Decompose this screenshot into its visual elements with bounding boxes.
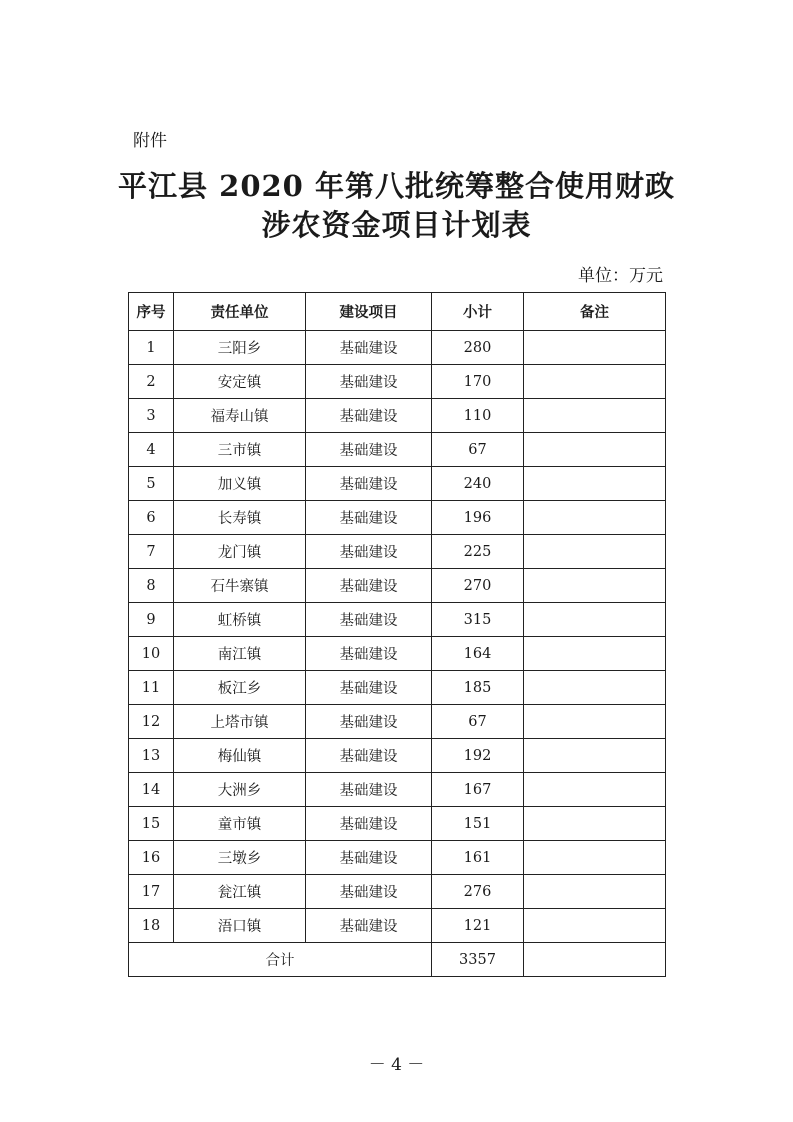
cell-responsible-unit: 梅仙镇 <box>174 739 306 773</box>
table-row <box>129 433 666 467</box>
table-row <box>129 875 666 909</box>
cell-responsible-unit: 虹桥镇 <box>174 603 306 637</box>
cell-subtotal: 192 <box>432 739 524 773</box>
cell-project: 基础建设 <box>306 909 432 943</box>
cell-index: 11 <box>129 671 174 705</box>
table-row <box>129 501 666 535</box>
cell-project: 基础建设 <box>306 501 432 535</box>
header-responsible-unit: 责任单位 <box>174 293 306 331</box>
cell-remarks <box>524 501 666 535</box>
cell-remarks <box>524 535 666 569</box>
table-row <box>129 773 666 807</box>
cell-index: 12 <box>129 705 174 739</box>
cell-remarks <box>524 671 666 705</box>
table-row <box>129 909 666 943</box>
table-row <box>129 467 666 501</box>
cell-index: 14 <box>129 773 174 807</box>
cell-subtotal: 315 <box>432 603 524 637</box>
cell-responsible-unit: 浯口镇 <box>174 909 306 943</box>
table-row <box>129 705 666 739</box>
table-row <box>129 603 666 637</box>
cell-remarks <box>524 399 666 433</box>
unit-label: 单位：万元 <box>578 266 663 286</box>
cell-remarks <box>524 739 666 773</box>
cell-project: 基础建设 <box>306 365 432 399</box>
cell-remarks <box>524 365 666 399</box>
cell-project: 基础建设 <box>306 433 432 467</box>
cell-responsible-unit: 长寿镇 <box>174 501 306 535</box>
cell-responsible-unit: 三墩乡 <box>174 841 306 875</box>
cell-subtotal: 110 <box>432 399 524 433</box>
attachment-label: 附件 <box>133 131 167 151</box>
cell-subtotal: 67 <box>432 433 524 467</box>
cell-responsible-unit: 瓮江镇 <box>174 875 306 909</box>
table-row <box>129 841 666 875</box>
cell-subtotal: 161 <box>432 841 524 875</box>
cell-project: 基础建设 <box>306 875 432 909</box>
table-body <box>129 331 666 943</box>
cell-project: 基础建设 <box>306 739 432 773</box>
cell-remarks <box>524 875 666 909</box>
total-remarks <box>524 943 666 977</box>
cell-project: 基础建设 <box>306 671 432 705</box>
cell-project: 基础建设 <box>306 535 432 569</box>
table-row <box>129 535 666 569</box>
cell-index: 17 <box>129 875 174 909</box>
cell-index: 16 <box>129 841 174 875</box>
cell-project: 基础建设 <box>306 331 432 365</box>
cell-subtotal: 170 <box>432 365 524 399</box>
cell-responsible-unit: 福寿山镇 <box>174 399 306 433</box>
header-remarks: 备注 <box>524 293 666 331</box>
cell-remarks <box>524 331 666 365</box>
table-row <box>129 569 666 603</box>
cell-subtotal: 280 <box>432 331 524 365</box>
cell-responsible-unit: 安定镇 <box>174 365 306 399</box>
table-row <box>129 739 666 773</box>
cell-subtotal: 240 <box>432 467 524 501</box>
table-row <box>129 365 666 399</box>
cell-remarks <box>524 603 666 637</box>
cell-project: 基础建设 <box>306 773 432 807</box>
cell-responsible-unit: 南江镇 <box>174 637 306 671</box>
cell-subtotal: 196 <box>432 501 524 535</box>
cell-remarks <box>524 705 666 739</box>
cell-responsible-unit: 石牛寨镇 <box>174 569 306 603</box>
cell-responsible-unit: 加义镇 <box>174 467 306 501</box>
fund-plan-table <box>128 292 666 977</box>
cell-remarks <box>524 773 666 807</box>
cell-index: 15 <box>129 807 174 841</box>
cell-subtotal: 185 <box>432 671 524 705</box>
cell-remarks <box>524 569 666 603</box>
cell-responsible-unit: 童市镇 <box>174 807 306 841</box>
cell-index: 3 <box>129 399 174 433</box>
total-row <box>129 943 666 977</box>
cell-remarks <box>524 841 666 875</box>
cell-index: 9 <box>129 603 174 637</box>
cell-subtotal: 276 <box>432 875 524 909</box>
cell-index: 1 <box>129 331 174 365</box>
cell-remarks <box>524 909 666 943</box>
total-value: 3357 <box>432 943 524 977</box>
document-title-line-2: 涉农资金项目计划表 <box>261 208 532 242</box>
cell-project: 基础建设 <box>306 603 432 637</box>
document-title-line-1: 平江县 2020 年第八批统筹整合使用财政 <box>118 169 675 203</box>
cell-index: 5 <box>129 467 174 501</box>
table-row <box>129 671 666 705</box>
cell-index: 4 <box>129 433 174 467</box>
cell-project: 基础建设 <box>306 841 432 875</box>
cell-remarks <box>524 467 666 501</box>
cell-responsible-unit: 三市镇 <box>174 433 306 467</box>
cell-index: 13 <box>129 739 174 773</box>
cell-responsible-unit: 龙门镇 <box>174 535 306 569</box>
cell-index: 18 <box>129 909 174 943</box>
total-label: 合计 <box>129 943 432 977</box>
cell-index: 8 <box>129 569 174 603</box>
cell-subtotal: 67 <box>432 705 524 739</box>
cell-index: 2 <box>129 365 174 399</box>
header-subtotal: 小计 <box>432 293 524 331</box>
cell-subtotal: 121 <box>432 909 524 943</box>
cell-subtotal: 151 <box>432 807 524 841</box>
cell-index: 7 <box>129 535 174 569</box>
table-row <box>129 807 666 841</box>
cell-project: 基础建设 <box>306 807 432 841</box>
table-header-row <box>129 293 666 331</box>
cell-subtotal: 164 <box>432 637 524 671</box>
cell-responsible-unit: 上塔市镇 <box>174 705 306 739</box>
cell-remarks <box>524 637 666 671</box>
cell-responsible-unit: 板江乡 <box>174 671 306 705</box>
cell-subtotal: 167 <box>432 773 524 807</box>
header-project: 建设项目 <box>306 293 432 331</box>
cell-index: 6 <box>129 501 174 535</box>
cell-remarks <box>524 433 666 467</box>
page-number: － 4 － <box>368 1055 425 1075</box>
cell-responsible-unit: 三阳乡 <box>174 331 306 365</box>
cell-subtotal: 270 <box>432 569 524 603</box>
cell-project: 基础建设 <box>306 637 432 671</box>
header-index: 序号 <box>129 293 174 331</box>
cell-subtotal: 225 <box>432 535 524 569</box>
table-row <box>129 637 666 671</box>
table-row <box>129 331 666 365</box>
cell-index: 10 <box>129 637 174 671</box>
cell-project: 基础建设 <box>306 467 432 501</box>
cell-remarks <box>524 807 666 841</box>
cell-project: 基础建设 <box>306 705 432 739</box>
cell-project: 基础建设 <box>306 399 432 433</box>
cell-project: 基础建设 <box>306 569 432 603</box>
table-row <box>129 399 666 433</box>
cell-responsible-unit: 大洲乡 <box>174 773 306 807</box>
